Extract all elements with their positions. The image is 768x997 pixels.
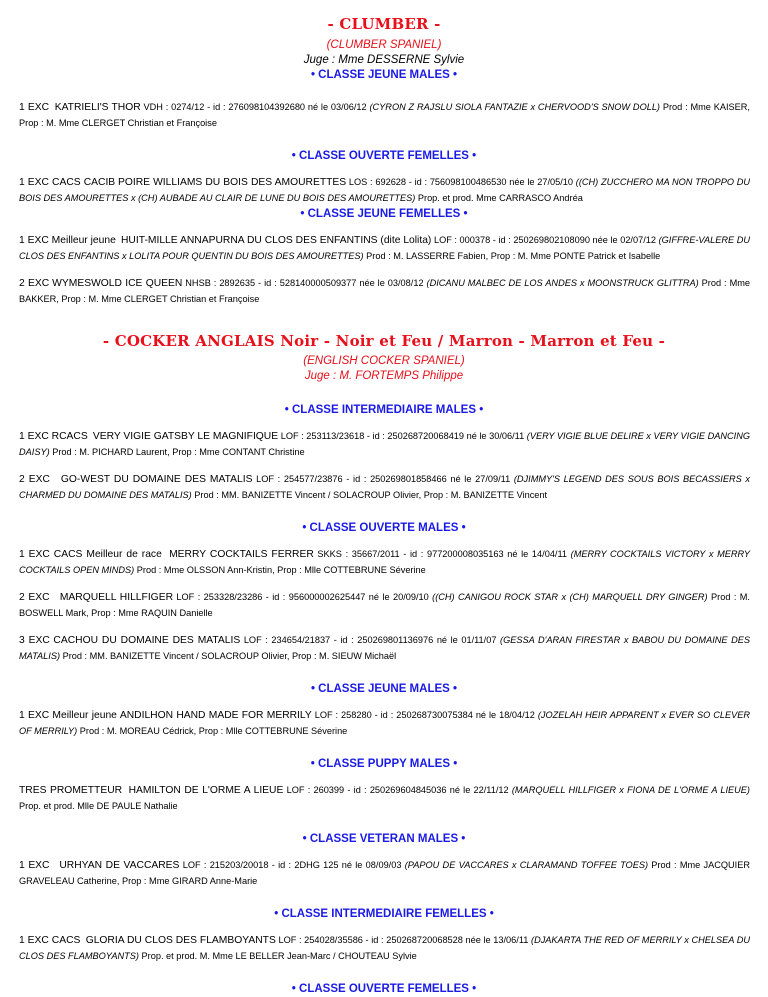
entry-registration: LOF : 254577/23876 - id : 250269801858466 né le 27/09/11: [256, 474, 511, 484]
entry-owner: Prod : Mme BAKKER, Prop : M. Mme CLERGET Christian et Françoise: [19, 278, 750, 304]
entry-registration: LOF : 215203/20018 - id : 2DHG 125 né le 08/09/03: [182, 860, 402, 870]
entry-parents: (MARQUELL HILLFIGER x FIONA DE L'ORME A LIEUE): [511, 785, 750, 795]
entry-parents: (VERY VIGIE BLUE DELIRE x VERY VIGIE DANCING DAISY): [19, 431, 750, 457]
entry-owner: Prod : MM. BANIZETTE Vincent / SOLACROUP Olivier, Prop : M. BANIZETTE Vincent: [194, 489, 548, 500]
entry: [0, 633, 768, 664]
entry-dog-name: URHYAN DE VACCARES: [59, 860, 180, 871]
entry-parents: ((CH) ZUCCHERO MA NON TROPPO DU BOIS DES AMOURETTES x (CH) AUBADE AU CLAIR DE LUNE DU BOIS DES AMOURETTES): [19, 177, 750, 203]
entry-owner: Prop. et prod. Mlle DE PAULE Nathalie: [19, 800, 178, 811]
entry-registration: NHSB : 2892635 - id : 528140000509377 née le 03/08/12: [185, 278, 424, 288]
entry-registration: LOF : 253328/23286 - id : 956000002625447 né le 20/09/10: [176, 592, 429, 602]
class-heading: • CLASSE INTERMEDIAIRE MALES •: [284, 404, 484, 416]
entry: [0, 175, 768, 206]
breed-subtitle: (ENGLISH COCKER SPANIEL): [303, 355, 465, 367]
entry-result: 1 EXC CACS Meilleur de race: [19, 549, 162, 560]
entry-parents: (JOZELAH HEIR APPARENT x EVER SO CLEVER OF MERRILY): [19, 710, 750, 736]
entry-registration: LOF : 253113/23618 - id : 250268720068419 né le 30/06/11: [280, 431, 525, 441]
class-heading: • CLASSE INTERMEDIAIRE FEMELLES •: [274, 908, 494, 920]
class-heading: • CLASSE OUVERTE FEMELLES •: [291, 983, 477, 995]
entry-result: 1 EXC CACS CACIB: [19, 177, 116, 188]
class-heading: • CLASSE VETERAN MALES •: [302, 833, 466, 845]
class-heading: • CLASSE JEUNE MALES •: [310, 69, 458, 81]
class-heading: • CLASSE PUPPY MALES •: [310, 758, 458, 770]
entry-registration: LOF : 234654/21837 - id : 250269801136976 né le 01/11/07: [243, 635, 497, 645]
entry-dog-name: KATRIELI'S THOR: [54, 102, 141, 113]
entry-result: 2 EXC: [19, 592, 50, 603]
entry-registration: LOF : 000378 - id : 250269802108090 née le 02/07/12: [433, 235, 656, 245]
entry-registration: VDH : 0274/12 - id : 276098104392680 né le 03/06/12: [143, 102, 367, 112]
class-heading: • CLASSE OUVERTE FEMELLES •: [291, 150, 477, 162]
class-heading: • CLASSE OUVERTE MALES •: [302, 522, 466, 534]
entry-result: 1 EXC: [19, 860, 50, 871]
entry-dog-name: GO-WEST DU DOMAINE DES MATALIS: [60, 474, 253, 485]
entry: [0, 547, 768, 578]
entry: [0, 276, 768, 307]
entry-parents: (PAPOU DE VACCARES x CLARAMAND TOFFEE TOES): [404, 860, 649, 870]
entry: [0, 933, 768, 964]
breed-subtitle: (CLUMBER SPANIEL): [326, 39, 442, 51]
class-heading: • CLASSE JEUNE FEMELLES •: [300, 208, 468, 220]
entry-parents: (DJAKARTA THE RED OF MERRILY x CHELSEA DU CLOS DES FLAMBOYANTS): [19, 935, 750, 961]
entry-owner: Prop. et prod. M. Mme LE BELLER Jean-Marc / CHOUTEAU Sylvie: [141, 950, 417, 961]
entry-owner: Prod : Mme KAISER, Prop : M. Mme CLERGET Christian et Françoise: [19, 102, 750, 128]
entry-result: 1 EXC: [19, 102, 50, 113]
entry-dog-name: CACHOU DU DOMAINE DES MATALIS: [53, 635, 241, 646]
entry-dog-name: WYMESWOLD ICE QUEEN: [52, 278, 183, 289]
entry-owner: Prod : Mme JACQUIER GRAVELEAU Catherine, Prop : Mme GIRARD Anne-Marie: [19, 860, 750, 886]
breed-cocker-anglais: [0, 331, 768, 997]
entry-owner: Prod : MM. BANIZETTE Vincent / SOLACROUP Olivier, Prop : M. SIEUW Michaël: [62, 650, 397, 661]
entry-result: 3 EXC: [19, 635, 50, 646]
entry-result: TRES PROMETTEUR: [19, 785, 123, 796]
entry-result: 2 EXC: [19, 474, 50, 485]
class-heading: • CLASSE JEUNE MALES •: [310, 683, 458, 695]
entry: [0, 100, 768, 131]
entry: [0, 590, 768, 621]
entry-dog-name: MERRY COCKTAILS FERRER: [169, 549, 314, 560]
entry-dog-name: HUIT-MILLE ANNAPURNA DU CLOS DES ENFANTINS (dite Lolita): [121, 235, 432, 246]
entry-parents: (GESSA D'ARAN FIRESTAR x BABOU DU DOMAINE DES MATALIS): [19, 635, 750, 661]
breed-title: - CLUMBER -: [327, 15, 441, 33]
entry-registration: SKKS : 35667/2011 - id : 977200008035163 né le 14/04/11: [317, 549, 568, 559]
entry-result: 1 EXC Meilleur jeune: [19, 710, 117, 721]
entry-result: 1 EXC Meilleur jeune: [19, 235, 116, 246]
entry-dog-name: GLORIA DU CLOS DES FLAMBOYANTS: [85, 935, 276, 946]
entry-registration: LOF : 254028/35586 - id : 250268720068528 née le 13/06/11: [278, 935, 529, 945]
entry: [0, 708, 768, 739]
entry-result: 1 EXC RCACS: [19, 431, 88, 442]
entry-owner: Prop. et prod. Mme CARRASCO Andréa: [417, 192, 583, 203]
entry-owner: Prod : M. BOSWELL Mark, Prop : Mme RAQUIN Danielle: [19, 592, 750, 618]
judge-name: Juge : Mme DESSERNE Sylvie: [303, 54, 465, 66]
breed-clumber: [0, 0, 768, 307]
breed-title: - COCKER ANGLAIS Noir - Noir et Feu / Marron - Marron et Feu -: [102, 332, 666, 350]
entry-parents: (MERRY COCKTAILS VICTORY x MERRY COCKTAILS OPEN MINDS): [19, 549, 750, 575]
entry: [0, 233, 768, 264]
entry-parents: (GIFFRE-VALERE DU CLOS DES ENFANTINS x LOLITA POUR QUENTIN DU BOIS DES AMOURETTES): [19, 235, 750, 261]
entry-parents: (DJIMMY'S LEGEND DES SOUS BOIS BECASSIERS x CHARMED DU DOMAINE DES MATALIS): [19, 474, 751, 500]
entry-owner: Prod : Mme OLSSON Ann-Kristin, Prop : Mlle COTTEBRUNE Séverine: [136, 564, 426, 575]
entry-parents: (CYRON Z RAJSLU SIOLA FANTAZIE x CHERVOOD'S SNOW DOLL): [369, 102, 660, 112]
entry-parents: (DICANU MALBEC DE LOS ANDES x MOONSTRUCK GLITTRA): [426, 278, 699, 288]
entry: [0, 783, 768, 814]
entry-dog-name: ANDILHON HAND MADE FOR MERRILY: [119, 710, 312, 721]
entry-registration: LOS : 692628 - id : 756098100486530 née le 27/05/10: [348, 177, 573, 187]
entry-result: 1 EXC CACS: [19, 935, 81, 946]
entry-dog-name: VERY VIGIE GATSBY LE MAGNIFIQUE: [92, 431, 279, 442]
entry-result: 2 EXC: [19, 278, 50, 289]
judge-name: Juge : M. FORTEMPS Philippe: [304, 370, 464, 382]
entry: [0, 429, 768, 460]
entry-registration: LOF : 260399 - id : 250269604845036 né le 22/11/12: [286, 785, 509, 795]
entry-registration: LOF : 258280 - id : 250268730075384 né le 18/04/12: [314, 710, 535, 720]
entry-parents: ((CH) CANIGOU ROCK STAR x (CH) MARQUELL DRY GINGER): [432, 592, 708, 602]
entry-dog-name: HAMILTON DE L'ORME A LIEUE: [128, 785, 284, 796]
entry-owner: Prod : M. PICHARD Laurent, Prop : Mme CONTANT Christine: [52, 446, 305, 457]
entry-dog-name: MARQUELL HILLFIGER: [59, 592, 174, 603]
entry: [0, 858, 768, 889]
entry: [0, 472, 768, 503]
entry-owner: Prod : M. LASSERRE Fabien, Prop : M. Mme PONTE Patrick et Isabelle: [366, 250, 661, 261]
entry-owner: Prod : M. MOREAU Cédrick, Prop : Mlle COTTEBRUNE Séverine: [79, 725, 348, 736]
entry-dog-name: POIRE WILLIAMS DU BOIS DES AMOURETTES: [117, 177, 347, 188]
